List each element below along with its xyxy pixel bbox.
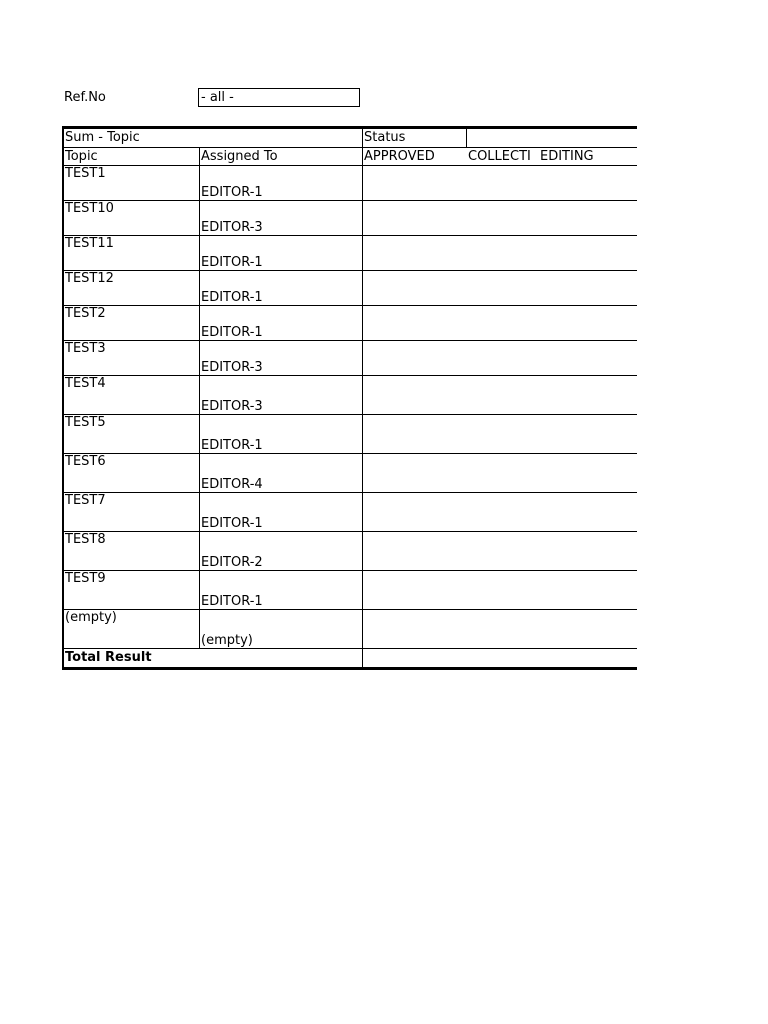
assigned-cell: EDITOR-3 [201,399,263,414]
column-divider [199,271,200,305]
table-row [64,201,637,236]
table-row [64,454,637,493]
topic-cell: TEST5 [65,415,106,430]
total-result-label: Total Result [65,650,152,665]
column-divider [362,610,363,648]
table-row [64,610,637,649]
status-field-label[interactable]: Status [364,130,406,145]
column-divider [199,493,200,531]
assigned-cell: EDITOR-3 [201,220,263,235]
pivot-table [62,126,637,670]
column-divider [362,649,363,667]
status-col-editing: EDITING [540,149,594,164]
table-row [64,166,637,201]
column-divider [362,271,363,305]
assigned-cell: EDITOR-1 [201,290,263,305]
column-divider [199,415,200,453]
assigned-cell: EDITOR-1 [201,594,263,609]
assigned-cell: EDITOR-2 [201,555,263,570]
column-divider [362,454,363,492]
table-row [64,571,637,610]
column-divider [362,306,363,340]
pivot-header-row-1 [64,129,637,148]
table-row [64,415,637,454]
table-row [64,376,637,415]
topic-cell: TEST3 [65,341,106,356]
assigned-cell: EDITOR-1 [201,438,263,453]
assigned-cell: EDITOR-1 [201,185,263,200]
column-divider [199,341,200,375]
column-divider [362,493,363,531]
column-divider [362,201,363,235]
column-divider [199,532,200,570]
column-divider [362,236,363,270]
ref-no-label: Ref.No [64,90,106,105]
topic-cell: TEST4 [65,376,106,391]
column-divider [466,129,467,147]
table-row [64,271,637,306]
assigned-cell: EDITOR-3 [201,360,263,375]
column-divider [362,376,363,414]
column-divider [362,415,363,453]
assigned-cell: EDITOR-4 [201,477,263,492]
topic-cell: TEST6 [65,454,106,469]
topic-cell: TEST11 [65,236,114,251]
topic-cell: TEST1 [65,166,106,181]
assigned-cell: EDITOR-1 [201,516,263,531]
table-row [64,493,637,532]
column-divider [199,166,200,200]
topic-cell: TEST9 [65,571,106,586]
table-row [64,236,637,271]
column-divider [362,341,363,375]
column-divider [362,532,363,570]
sum-topic-label: Sum - Topic [65,130,140,145]
topic-cell: (empty) [65,610,117,625]
table-row [64,306,637,341]
assigned-cell: EDITOR-1 [201,255,263,270]
column-divider [199,610,200,648]
column-divider [199,201,200,235]
topic-cell: TEST2 [65,306,106,321]
column-divider [362,571,363,609]
column-divider [199,236,200,270]
topic-cell: TEST12 [65,271,114,286]
column-divider [362,129,363,147]
total-result-row [64,649,637,667]
column-divider [199,376,200,414]
status-col-collecti: COLLECTI [468,149,531,164]
topic-cell: TEST10 [65,201,114,216]
status-col-approved: APPROVED [364,149,435,164]
column-divider [362,166,363,200]
column-divider [199,306,200,340]
assigned-to-field-header[interactable]: Assigned To [201,149,278,164]
ref-no-filter-select[interactable]: - all - [198,88,360,107]
column-divider [199,454,200,492]
table-row [64,532,637,571]
assigned-cell: EDITOR-1 [201,325,263,340]
column-divider [362,148,363,165]
assigned-cell: (empty) [201,633,253,648]
pivot-header-row-2 [64,148,637,166]
table-row [64,341,637,376]
topic-cell: TEST8 [65,532,106,547]
column-divider [199,148,200,165]
topic-field-header[interactable]: Topic [65,149,98,164]
column-divider [199,571,200,609]
topic-cell: TEST7 [65,493,106,508]
